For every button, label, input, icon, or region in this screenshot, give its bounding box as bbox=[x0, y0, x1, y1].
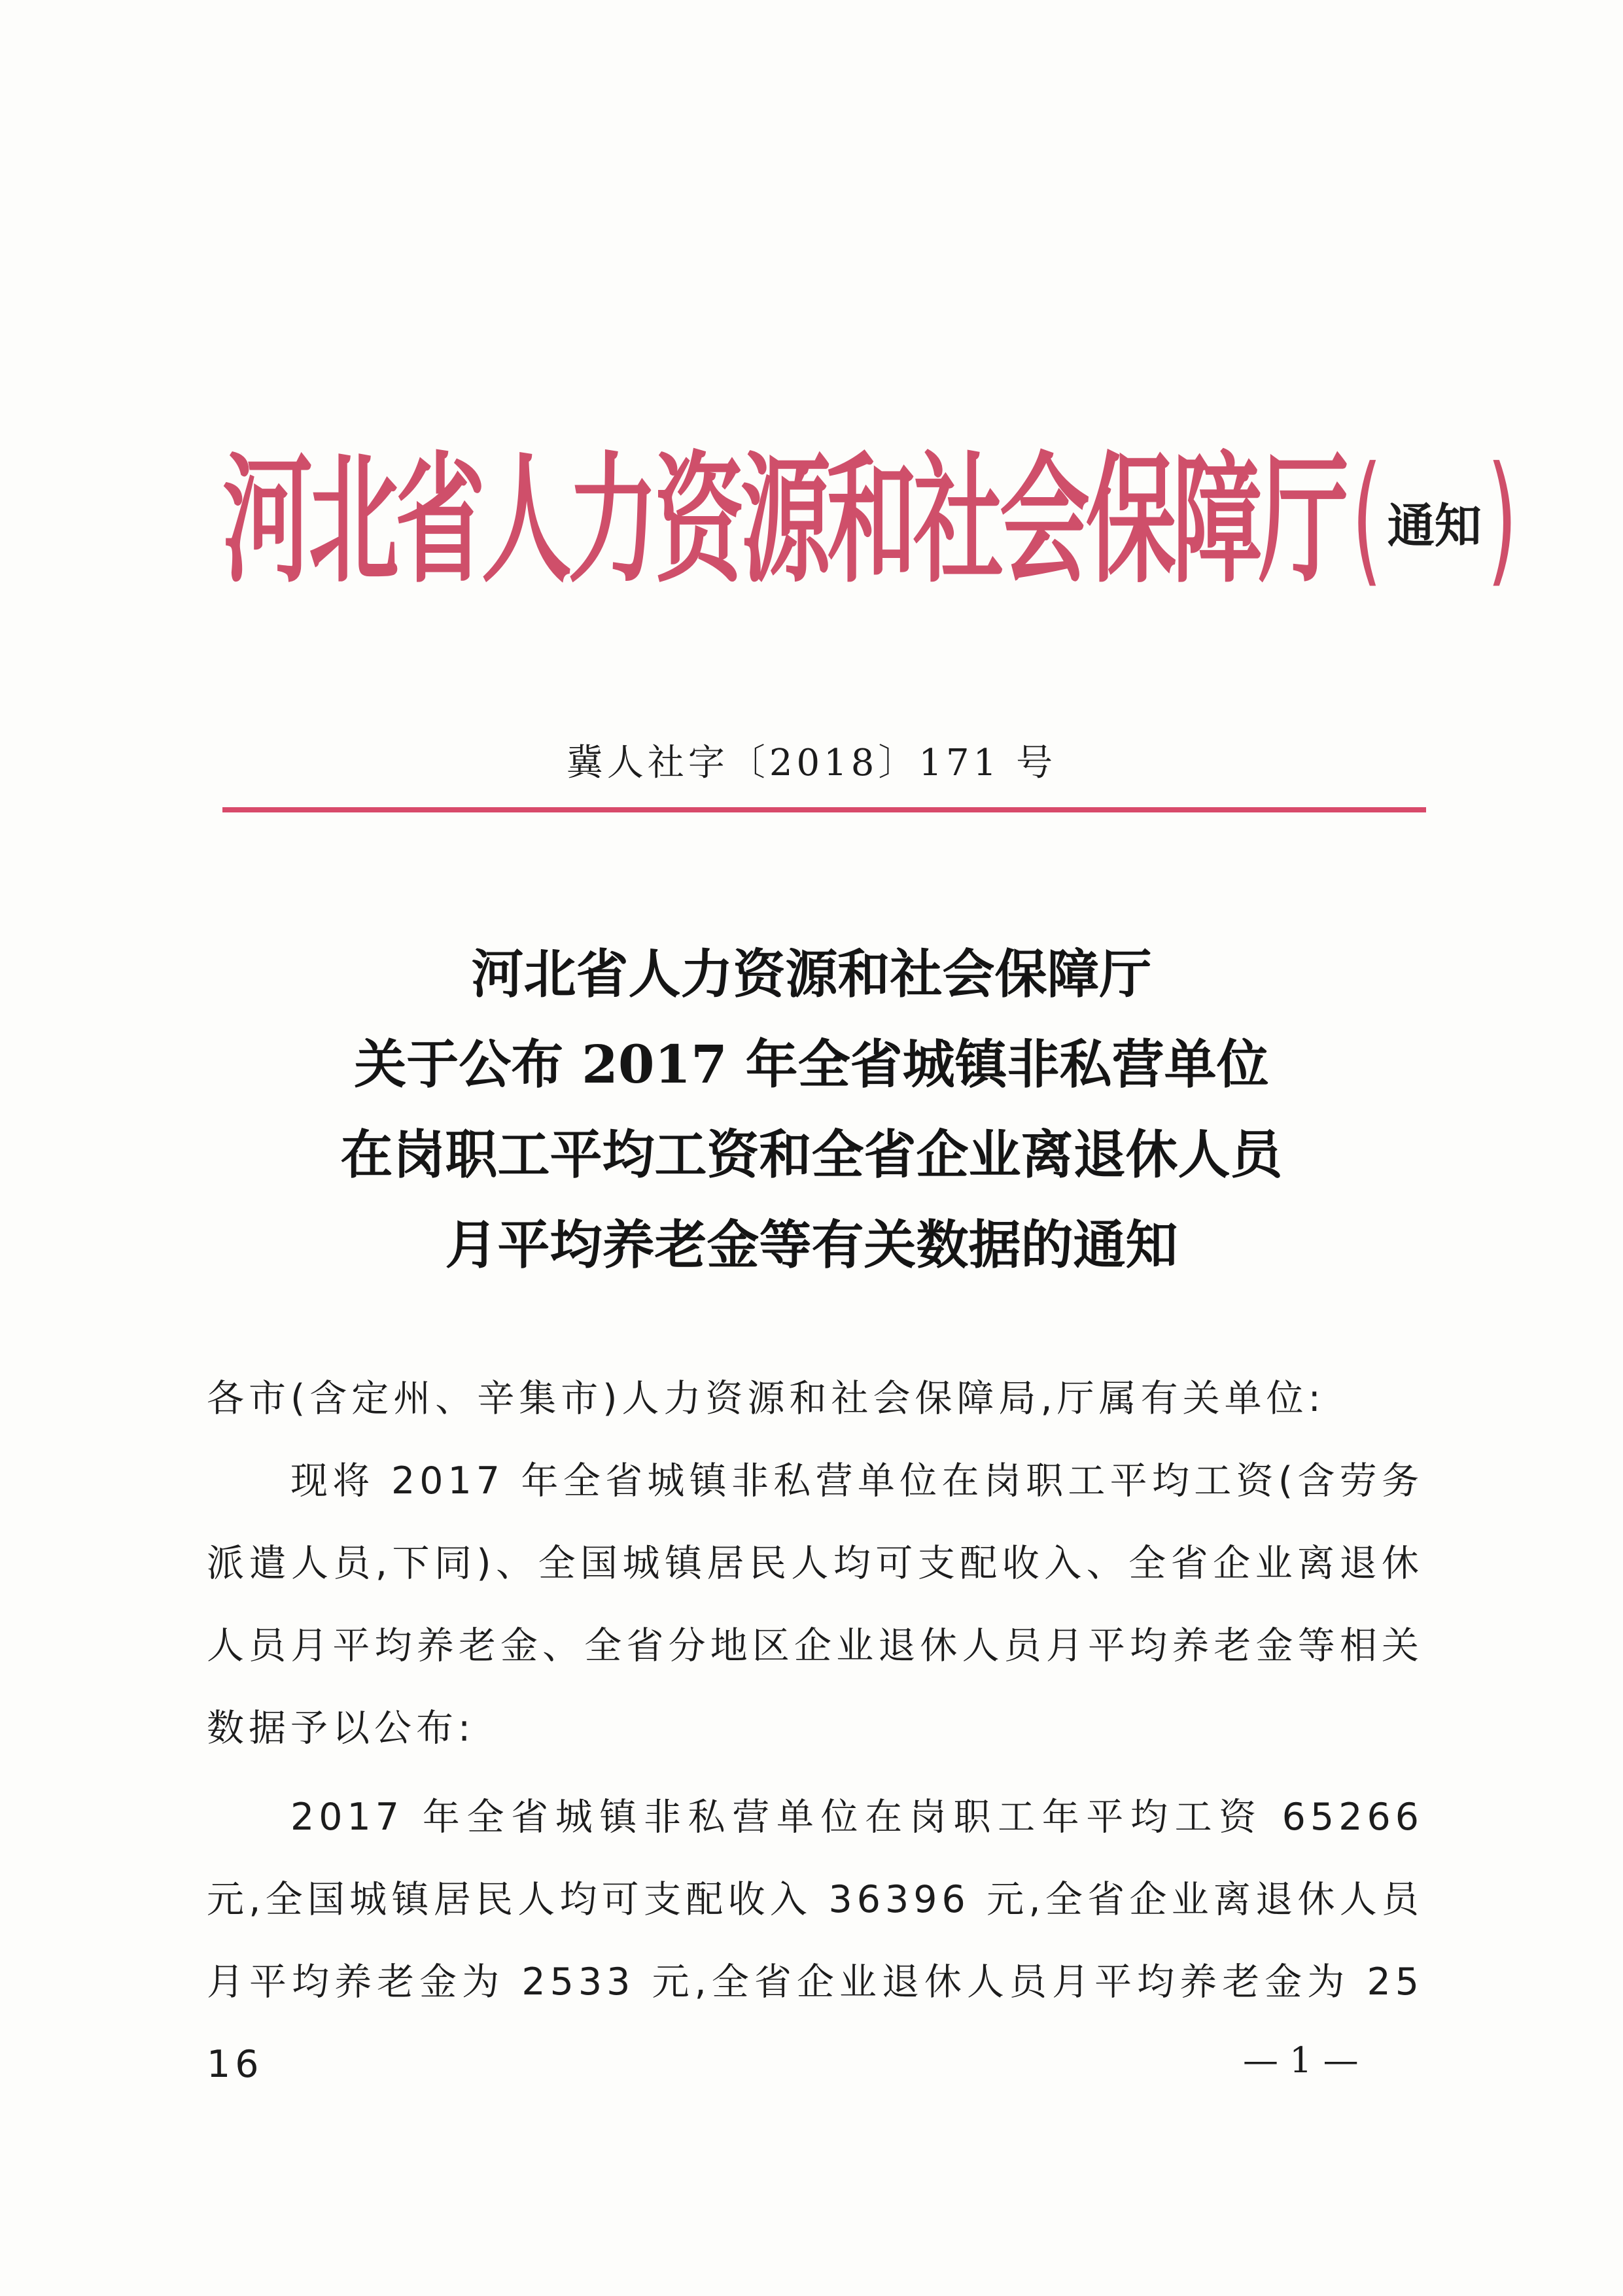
document-number: 冀人社字〔2018〕171 号 bbox=[566, 742, 1057, 784]
title-line: 关于公布 2017 年全省城镇非私营单位 bbox=[354, 1034, 1269, 1095]
masthead-doc-type: 通知 bbox=[1387, 498, 1482, 553]
body-paragraph: 现将 2017 年全省城镇非私营单位在岗职工平均工资(含劳务派遣人员,下同)、全国城镇居民人均可支配收入、全省企业离退休人员月平均养老金、全省分地区企业退休人员月平均养老金等相关数据予以公布: bbox=[207, 1459, 1423, 1750]
red-divider-rule bbox=[222, 807, 1426, 812]
document-body bbox=[207, 1357, 1423, 2106]
masthead-open-paren: ( bbox=[1352, 438, 1382, 602]
body-paragraph: 2017 年全省城镇非私营单位在岗职工年平均工资 65266 元,全国城镇居民人均可支配收入 36396 元,全省企业离退休人员月平均养老金为 2533 元,全省企业退休人员月平均养老金为 2516 bbox=[207, 1796, 1423, 2086]
title-line: 河北省人力资源和社会保障厅 bbox=[471, 943, 1152, 1005]
masthead bbox=[222, 425, 1518, 615]
masthead-doc-type-group bbox=[1352, 438, 1518, 602]
document-title bbox=[0, 929, 1623, 1290]
page-number: — 1 — bbox=[1243, 2040, 1359, 2081]
salutation: 各市(含定州、辛集市)人力资源和社会保障局,厅属有关单位: bbox=[207, 1377, 1325, 1420]
title-line: 月平均养老金等有关数据的通知 bbox=[445, 1214, 1178, 1276]
title-line: 在岗职工平均工资和全省企业离退休人员 bbox=[340, 1124, 1283, 1185]
masthead-organization: 河北省人力资源和社会保障厅 bbox=[222, 436, 1346, 602]
masthead-close-paren: ) bbox=[1486, 438, 1518, 602]
